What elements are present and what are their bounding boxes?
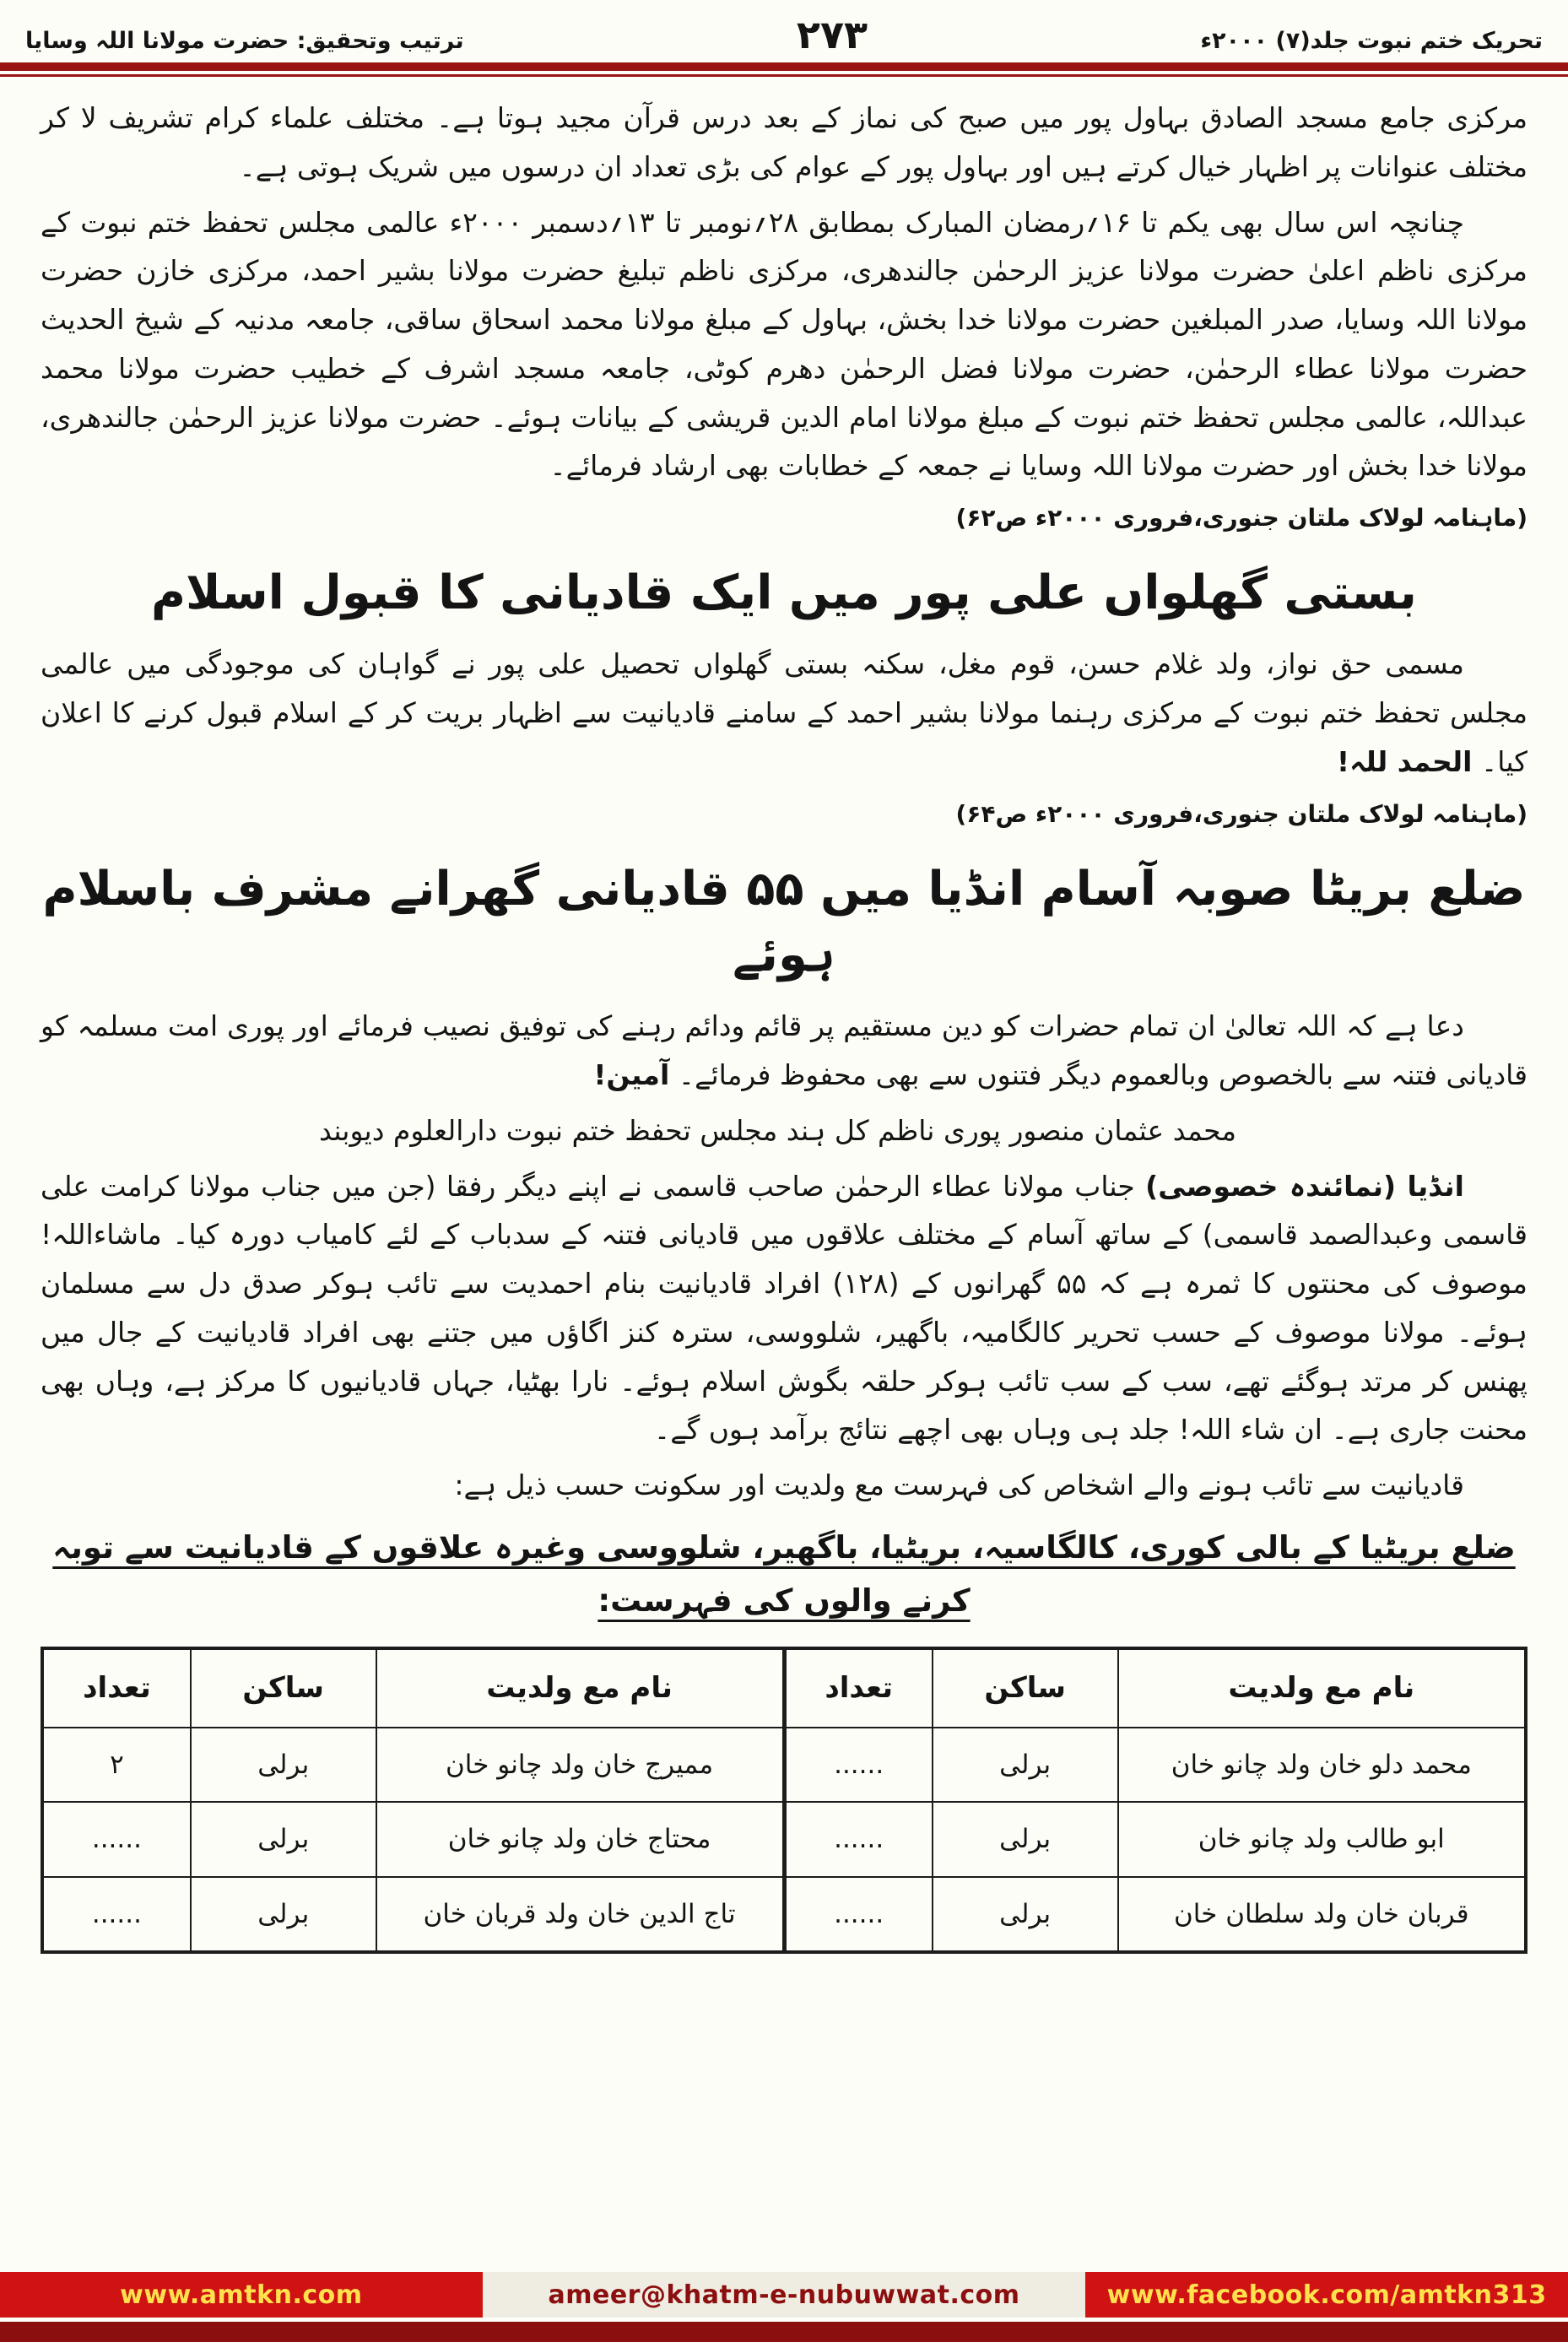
cell-count: ...... [784,1728,933,1802]
page-body [0,77,1568,1988]
col-header-count-1: تعداد [784,1648,933,1728]
paragraph-masjid-sadiq: مرکزی جامع مسجد الصادق بہاول پور میں صبح کی نماز کے بعد درس قرآن مجید ہوتا ہے۔ مختلف علماء کرام تشریف لا کر مختلف عنوانات پر اظہار خیال کرتے ہیں اور بہاول پور کے عوام کی بڑی تعداد ان درسوں میں شریک ہوتی ہے۔ [41,101,1527,183]
paragraph-india-report-text: جناب مولانا عطاء الرحمٰن صاحب قاسمی نے اپنے دیگر رفقا (جن میں جناب مولانا کرامت علی قاسمی وعبدالصمد قاسمی) کے ساتھ آسام کے مختلف علاقوں میں قادیانی فتنہ کے سدباب کے لئے کامیاب دورہ کیا۔ ماشاءاللہ! موصوف کی محنتوں کا ثمرہ ہے کہ ۵۵ گھرانوں کے (۱۲۸) افراد قادیانیت بنام احمدیت سے تائب ہوکر صدق دل سے مسلمان ہوئے۔ مولانا موصوف کے حسب تحریر کالگامیہ، باگھیر، شلووسی، سترہ کنز اگاؤں میں جتنے بھی افراد قادیانیت کے جال میں پھنس کر مرتد ہوگئے تھے، سب کے سب تائب ہوکر حلقہ بگوش اسلام ہوئے۔ نارا بھٹیا، جہاں قادیانیوں کا مرکز ہے، وہاں بھی محنت جاری ہے۔ ان شاء اللہ! جلد ہی وہاں بھی اچھے نتائج برآمد ہوں گے۔ [41,1169,1527,1447]
col-header-count-2: تعداد [42,1648,191,1728]
header-volume-title: تحریک ختم نبوت جلد(۷) ۲۰۰۰ء [1200,28,1543,54]
cell-count: ...... [42,1877,191,1952]
paragraph-haq-nawaz-text: مسمی حق نواز، ولد غلام حسن، قوم مغل، سکنہ بستی گھلواں تحصیل علی پور نے گواہان کی موجودگی میں عالمی مجلس تحفظ ختم نبوت کے مرکزی رہنما مولانا بشیر احمد کے سامنے قادیانیت سے اظہار بریت کر کے اسلام قبول کرنے کا اعلان کیا۔ [41,647,1527,778]
cell-resident: برلی [933,1877,1118,1952]
cell-name: ابو طالب ولد چانو خان [1118,1802,1526,1876]
cell-resident: برلی [191,1728,376,1802]
paragraph-india-report [41,1162,1527,1455]
cell-resident: برلی [933,1802,1118,1876]
table-row [42,1728,1526,1802]
cell-count: ...... [784,1877,933,1952]
cell-resident: برلی [191,1877,376,1952]
cell-count: ...... [42,1802,191,1876]
col-header-resident-1: ساکن [933,1648,1118,1728]
cell-count: ...... [784,1802,933,1876]
cell-name: محمد دلو خان ولد چانو خان [1118,1728,1526,1802]
paragraph-list-intro: قادیانیت سے تائب ہونے والے اشخاص کی فہرست مع ولدیت اور سکونت حسب ذیل ہے: [454,1468,1464,1502]
cell-name: ممیرج خان ولد چانو خان [376,1728,784,1802]
col-header-name-parentage-1: نام مع ولدیت [1118,1648,1526,1728]
page-header [0,0,1568,59]
cell-resident: برلی [191,1802,376,1876]
footer-facebook-url: www.facebook.com/amtkn313 [1085,2272,1568,2318]
paragraph-dua-text: دعا ہے کہ اللہ تعالیٰ ان تمام حضرات کو دین مستقیم پر قائم ودائم رہنے کی توفیق نصیب فرمائے اور پوری امت مسلمہ کو قادیانی فتنہ سے بالخصوص وبالعموم دیگر فتنوں سے بھی محفوظ فرمائے۔ [41,1009,1527,1092]
paragraph-dua [41,1002,1527,1100]
cell-resident: برلی [933,1728,1118,1802]
paragraph-haq-nawaz [41,640,1527,786]
col-header-resident-2: ساکن [191,1648,376,1728]
cell-name: محتاج خان ولد چانو خان [376,1802,784,1876]
reference-lolak-p62: (ماہنامہ لولاک ملتان جنوری،فروری ۲۰۰۰ء ص۶۲) [955,504,1527,532]
cell-name: تاج الدین خان ولد قربان خان [376,1877,784,1952]
table-row [42,1802,1526,1876]
converts-table [41,1647,1527,1954]
list-heading-barpeta-areas: ضلع بریٹیا کے بالی کوری، کالگاسیہ، بریٹیا، باگھیر، شلووسی وغیرہ علاقوں کے قادیانیت سے توبہ کرنے والوں کی فہرست: [52,1528,1516,1619]
ameen-text: آمین! [593,1058,670,1092]
india-correspondent-lead: انڈیا (نمائندہ خصوصی) [1145,1169,1464,1203]
header-rule-thick [0,62,1568,71]
page-number: ۲۷۳ [796,12,868,57]
cell-name: قربان خان ولد سلطان خان [1118,1877,1526,1952]
footer-bottom-strip [0,2322,1568,2342]
heading-assam-55-families: ضلع بریٹا صوبہ آسام انڈیا میں ۵۵ قادیانی گھرانے مشرف باسلام ہوئے [42,861,1526,983]
alhamdulillah-text: الحمد للہ! [1337,744,1473,778]
header-editor-credit: ترتیب وتحقیق: حضرت مولانا اللہ وسایا [25,28,464,54]
signature-usman-mansoorpuri: محمد عثمان منصور پوری ناظم کل ہند مجلس تحفظ ختم نبوت دارالعلوم دیوبند [319,1113,1237,1147]
table-header-row [42,1648,1526,1728]
footer-bars [0,2272,1568,2318]
reference-lolak-p64: (ماہنامہ لولاک ملتان جنوری،فروری ۲۰۰۰ء ص۶۴) [955,799,1527,828]
cell-count: ۲ [42,1728,191,1802]
col-header-name-parentage-2: نام مع ولدیت [376,1648,784,1728]
page-footer [0,2272,1568,2342]
table-row [42,1877,1526,1952]
paragraph-ramzan-program: چنانچہ اس سال بھی یکم تا ۱۶؍رمضان المبارک بمطابق ۲۸؍نومبر تا ۱۳؍دسمبر ۲۰۰۰ء عالمی مجلس تحفظ ختم نبوت کے مرکزی ناظم اعلیٰ حضرت مولانا عزیز الرحمٰن جالندھری، مرکزی ناظم تبلیغ حضرت مولانا بشیر احمد، مرکزی خازن حضرت مولانا اللہ وسایا، صدر المبلغین حضرت مولانا خدا بخش، بہاول کے مبلغ مولانا محمد اسحاق ساقی، جامعہ مدنیہ کے شیخ الحدیث حضرت مولانا عطاء الرحمٰن، حضرت مولانا فضل الرحمٰن دھرم کوٹی، جامعہ مسجد اشرف کے خطیب حضرت مولانا محمد عبداللہ، عالمی مجلس تحفظ ختم نبوت کے مبلغ مولانا امام الدین قریشی کے بیانات ہوئے۔ حضرت مولانا عزیز الرحمٰن جالندھری، مولانا خدا بخش اور حضرت مولانا اللہ وسایا نے جمعہ کے خطابات بھی ارشاد فرمائے۔ [41,205,1527,483]
footer-email-address: ameer@khatm-e-nubuwwat.com [483,2272,1086,2318]
footer-website-url: www.amtkn.com [0,2272,483,2318]
heading-qadiani-qabool-islam: بستی گھلواں علی پور میں ایک قادیانی کا قبول اسلام [151,565,1417,620]
